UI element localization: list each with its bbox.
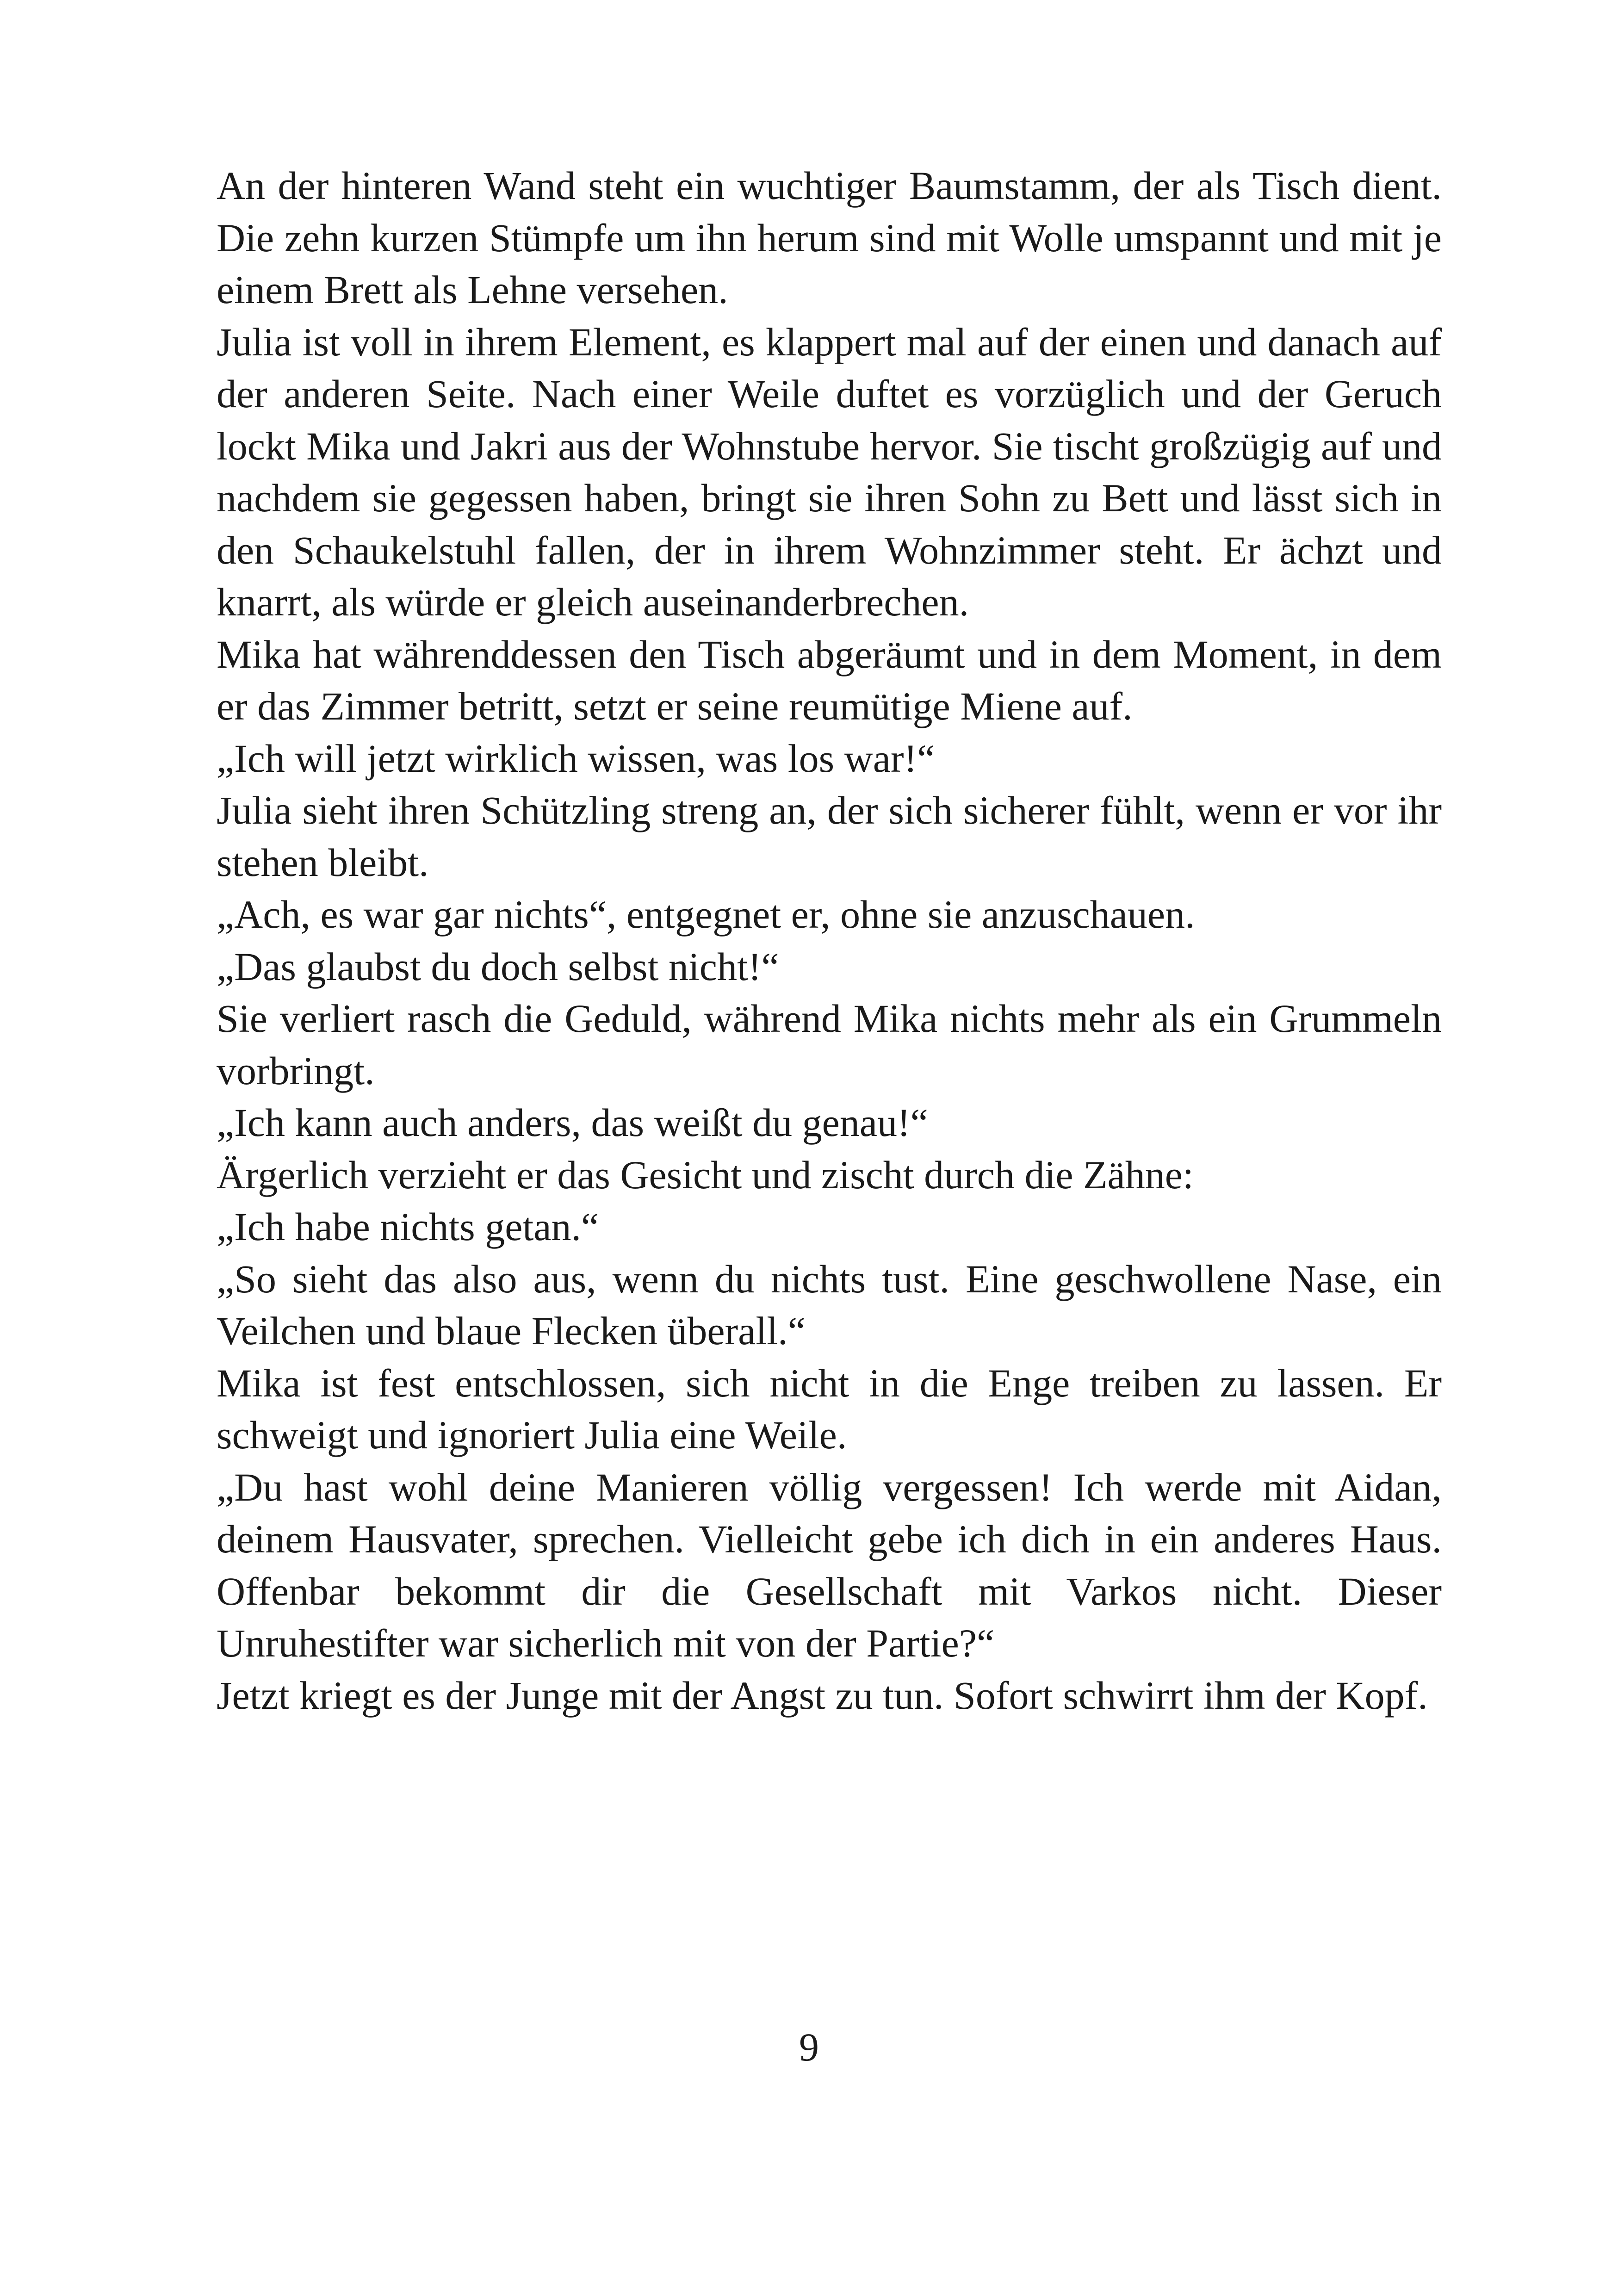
dialogue-line: „Ich will jetzt wirklich wissen, was los war!“	[217, 736, 935, 781]
body-text	[217, 160, 1442, 1721]
paragraph: Ärgerlich verzieht er das Gesicht und zischt durch die Zähne:	[217, 1152, 1194, 1197]
paragraph: Jetzt kriegt es der Junge mit der Angst zu tun. Sofort schwirrt ihm der Kopf.	[217, 1673, 1428, 1718]
paragraph: Mika ist fest entschlossen, sich nicht in die Enge treiben zu lassen. Er schweigt und ignoriert Julia eine Weile.	[217, 1360, 1442, 1457]
paragraph: Mika hat währenddessen den Tisch abgeräumt und in dem Moment, in dem er das Zimmer betritt, setzt er seine reumütige Miene auf.	[217, 632, 1442, 728]
dialogue-line: „Ich kann auch anders, das weißt du genau!“	[217, 1100, 928, 1145]
dialogue-line: „So sieht das also aus, wenn du nichts tust. Eine geschwollene Nase, ein Veilchen und blaue Flecken überall.“	[217, 1256, 1442, 1353]
dialogue-line: „Ach, es war gar nichts“, entgegnet er, ohne sie anzuschauen.	[217, 892, 1195, 937]
dialogue-line: „Du hast wohl deine Manieren völlig vergessen! Ich werde mit Aidan, deinem Hausvater, sprechen. Vielleicht gebe ich dich in ein anderes Haus. Offenbar bekommt dir die Gesellschaft mit Varkos nicht. Dieser Unruhestifter war sicherlich mit von der Partie?“	[217, 1464, 1442, 1665]
dialogue-line: „Das glaubst du doch selbst nicht!“	[217, 944, 779, 989]
paragraph: Sie verliert rasch die Geduld, während Mika nichts mehr als ein Grummeln vorbringt.	[217, 996, 1442, 1093]
paragraph: Julia sieht ihren Schützling streng an, der sich sicherer fühlt, wenn er vor ihr stehen bleibt.	[217, 788, 1442, 885]
dialogue-line: „Ich habe nichts getan.“	[217, 1204, 599, 1249]
paragraph: An der hinteren Wand steht ein wuchtiger Baumstamm, der als Tisch dient. Die zehn kurzen Stümpfe um ihn herum sind mit Wolle umspannt und mit je einem Brett als Lehne versehen.	[217, 163, 1442, 312]
paragraph: Julia ist voll in ihrem Element, es klappert mal auf der einen und danach auf der anderen Seite. Nach einer Weile duftet es vorzüglich und der Geruch lockt Mika und Jakri aus der Wohnstube hervor. Sie tischt großzügig auf und nachdem sie gegessen haben, bringt sie ihren Sohn zu Bett und lässt sich in den Schaukelstuhl fallen, der in ihrem Wohnzimmer steht. Er ächzt und knarrt, als würde er gleich auseinanderbrechen.	[217, 319, 1442, 624]
page-number: 9	[799, 2025, 819, 2069]
